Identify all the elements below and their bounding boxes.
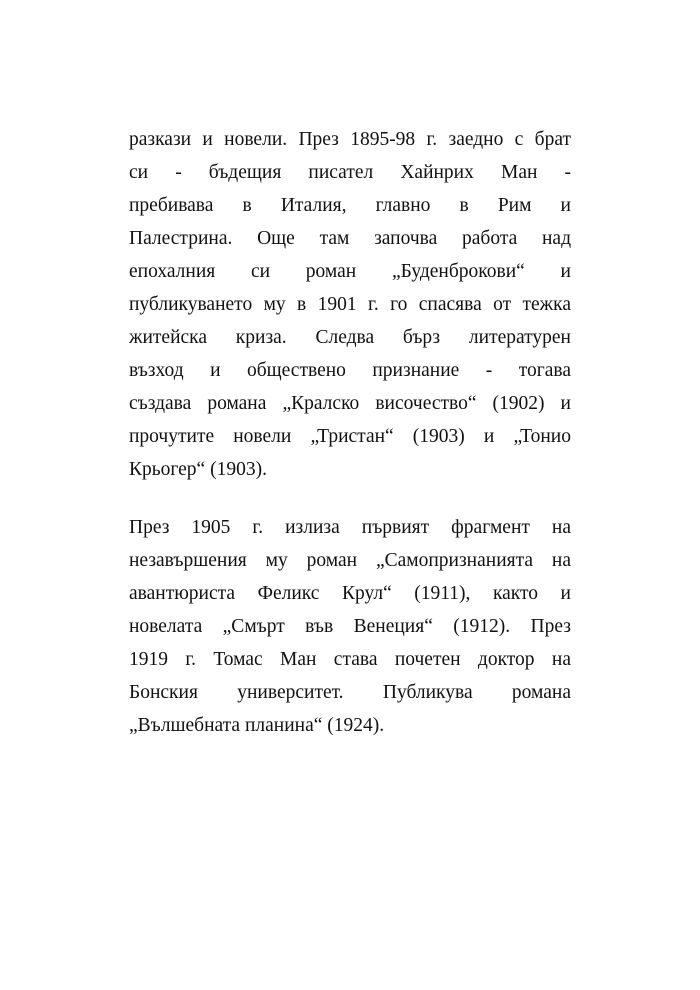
text-line: Бонския университет. Публикува романа [129,682,571,703]
text-line: „Вълшебната планина“ (1924). [129,715,385,736]
paragraph-1 [129,123,571,486]
text-line: авантюриста Феликс Крул“ (1911), както и [129,583,571,604]
paragraph-2 [129,511,571,742]
text-line: През 1905 г. излиза първият фрагмент на [129,517,571,538]
text-line: Крьогер“ (1903). [129,459,267,480]
text-line: епохалния си роман „Буденброкови“ и [129,261,571,282]
text-line: възход и обществено признание - тогава [129,360,571,381]
paragraph-spacer [129,486,571,511]
text-line: разкази и новели. През 1895-98 г. заедно с брат [129,129,571,150]
text-line: житейска криза. Следва бърз литературен [129,327,571,348]
text-line: 1919 г. Томас Ман става почетен доктор на [129,649,571,670]
text-line: незавършения му роман „Самопризнанията на [129,550,571,571]
text-line: си - бъдещия писател Хайнрих Ман - [129,162,571,183]
text-line: създава романа „Кралско височество“ (1902) и [129,393,571,414]
text-line: публикуването му в 1901 г. го спасява от тежка [129,294,571,315]
body-text [129,123,571,742]
text-line: прочутите новели „Тристан“ (1903) и „Тонио [129,426,571,447]
text-line: новелата „Смърт във Венеция“ (1912). През [129,616,571,637]
text-line: пребивава в Италия, главно в Рим и [129,195,571,216]
text-line: Палестрина. Още там започва работа над [129,228,571,249]
